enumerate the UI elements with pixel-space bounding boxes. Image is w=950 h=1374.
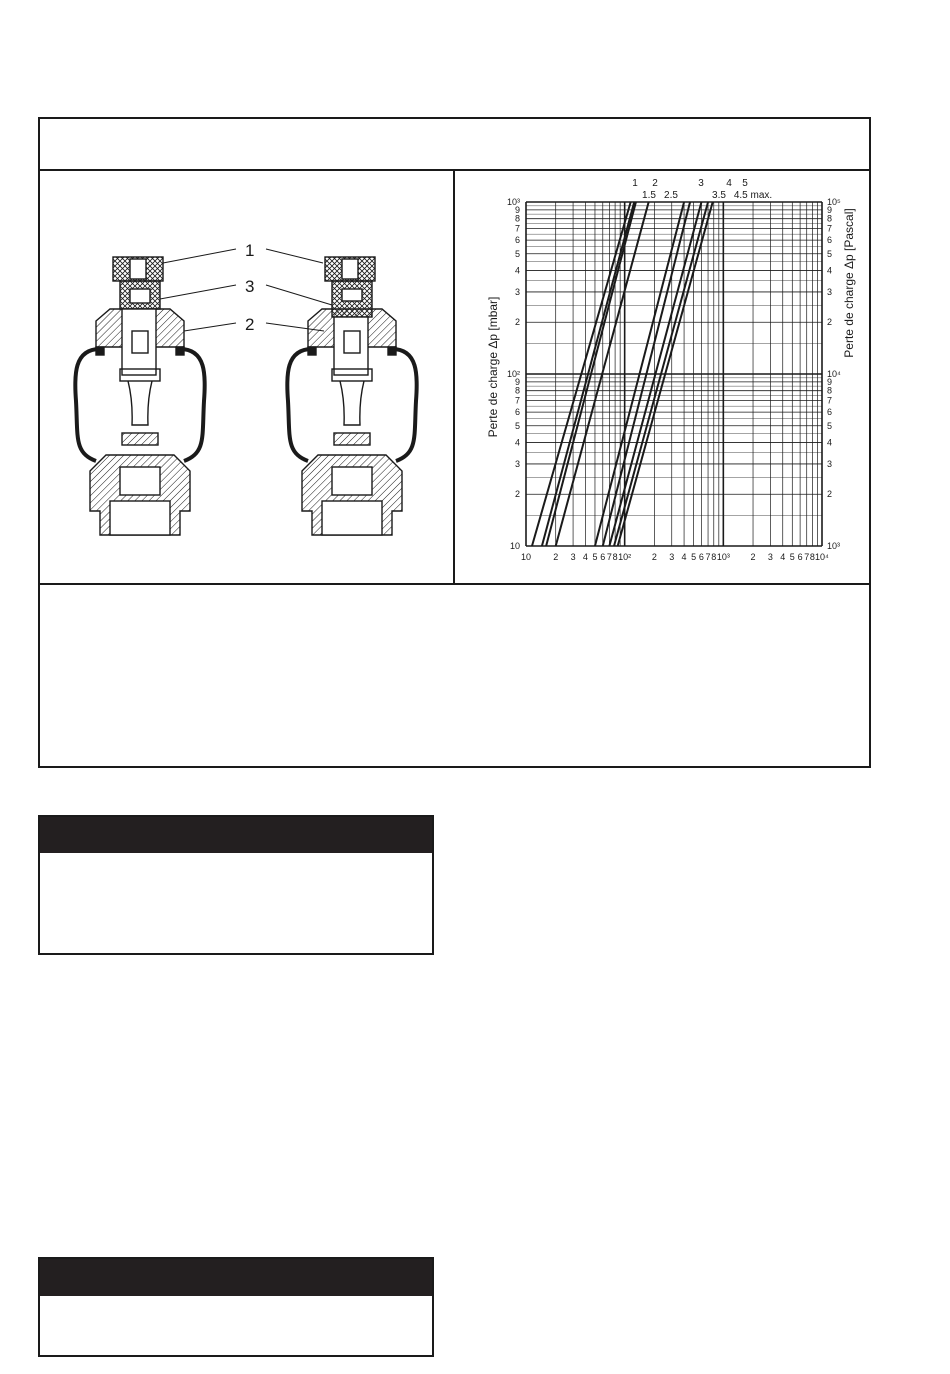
x-tick-label: 6: [797, 552, 803, 562]
y-tick-label-left: 4: [514, 437, 520, 448]
callout-1: 1: [245, 241, 255, 260]
x-tick-label: 3: [669, 552, 675, 562]
x-tick-label: 6: [698, 552, 704, 562]
callout-3: 3: [245, 277, 255, 296]
y-tick-label-left: 5: [514, 420, 520, 431]
valve-left: [75, 257, 205, 535]
y-tick-label-left: 9: [514, 376, 520, 387]
series-top-label: 1.5: [642, 190, 656, 201]
x-tick-label: 4: [681, 552, 687, 562]
y-tick-label-right: 10⁵: [827, 197, 841, 207]
series-top-label: 1: [632, 178, 638, 189]
x-tick-label: 7: [606, 552, 612, 562]
series-top-label: 4.5 max.: [733, 190, 773, 201]
y-tick-label-left: 6: [514, 407, 520, 418]
y-tick-label-right: 7: [827, 223, 833, 234]
y-tick-label-left: 10: [509, 541, 520, 551]
y-axis-label-right: Perte de charge Δp [Pascal]: [842, 208, 856, 358]
x-tick-label: 8: [809, 552, 815, 562]
x-tick-label: 8: [711, 552, 717, 562]
x-tick-label: 4: [582, 552, 588, 562]
x-tick-label: 7: [705, 552, 711, 562]
x-tick-label: 2: [553, 552, 559, 562]
x-tick-label: 10³: [716, 552, 730, 562]
y-tick-label-right: 2: [827, 489, 833, 500]
y-tick-label-left: 2: [514, 489, 520, 500]
y-tick-label-right: 3: [827, 286, 833, 297]
series-top-label: 4: [726, 178, 732, 189]
x-tick-label: 8: [612, 552, 618, 562]
y-tick-label-left: 7: [514, 223, 520, 234]
y-tick-label-left: 3: [514, 458, 520, 469]
y-tick-label-left: 8: [514, 385, 520, 396]
valve-right: [287, 257, 417, 535]
x-tick-label: 5: [691, 552, 697, 562]
y-tick-label-right: 5: [827, 420, 833, 431]
series-top-label: 2.5: [664, 190, 678, 201]
y-axis-label-left: Perte de charge Δp [mbar]: [486, 296, 500, 438]
valve-cutaway-drawing: [40, 171, 452, 582]
x-tick-label: 2: [651, 552, 657, 562]
y-tick-label-left: 5: [514, 248, 520, 259]
x-tick-label: 10: [520, 552, 532, 562]
x-tick-label: 10²: [618, 552, 632, 562]
y-tick-label-right: 6: [827, 235, 833, 246]
x-tick-label: 4: [780, 552, 786, 562]
y-tick-label-right: 4: [827, 265, 833, 276]
y-tick-label-right: 9: [827, 204, 833, 215]
y-tick-label-left: 6: [514, 235, 520, 246]
y-tick-label-left: 3: [514, 286, 520, 297]
y-tick-label-left: 10²: [506, 369, 520, 379]
y-tick-label-right: 7: [827, 395, 833, 406]
y-tick-label-right: 4: [827, 437, 833, 448]
y-tick-label-left: 10³: [506, 197, 520, 207]
y-tick-label-right: 6: [827, 407, 833, 418]
y-tick-label-right: 3: [827, 458, 833, 469]
series-top-label: 3: [698, 178, 704, 189]
x-tick-label: 6: [600, 552, 606, 562]
x-tick-label: 5: [592, 552, 598, 562]
x-tick-label: 10⁴: [815, 552, 829, 562]
y-tick-label-right: 2: [827, 317, 833, 328]
section-box: [38, 815, 434, 955]
y-tick-label-right: 8: [827, 213, 833, 224]
y-tick-label-right: 8: [827, 385, 833, 396]
y-tick-label-left: 7: [514, 395, 520, 406]
x-tick-label: 2: [750, 552, 756, 562]
y-tick-label-left: 2: [514, 317, 520, 328]
x-tick-label: 3: [570, 552, 576, 562]
series-top-label: 3.5: [712, 190, 726, 201]
y-tick-label-left: 8: [514, 213, 520, 224]
x-tick-label: 3: [767, 552, 773, 562]
callout-2: 2: [245, 315, 255, 334]
x-tick-label: 7: [804, 552, 810, 562]
y-tick-label-left: 4: [514, 265, 520, 276]
x-tick-label: 5: [789, 552, 795, 562]
y-tick-label-right: 10³: [827, 541, 841, 551]
pressure-loss-chart: [455, 171, 869, 582]
section-box-2: [38, 1257, 434, 1357]
y-tick-label-right: 10⁴: [827, 369, 841, 379]
y-tick-label-right: 9: [827, 376, 833, 387]
y-tick-label-right: 5: [827, 248, 833, 259]
series-top-label: 2: [652, 178, 658, 189]
series-top-label: 5: [742, 178, 748, 189]
y-tick-label-left: 9: [514, 204, 520, 215]
chart-top-labels: [632, 178, 772, 201]
